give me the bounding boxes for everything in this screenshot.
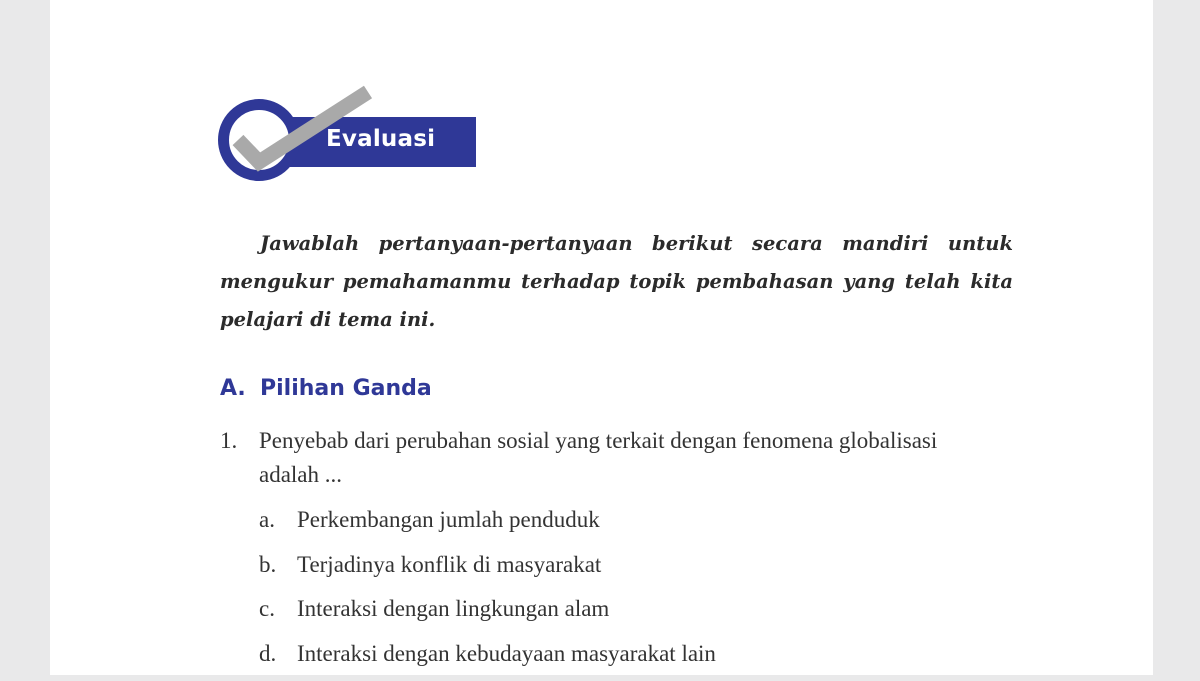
section-title: Pilihan Ganda: [260, 376, 432, 401]
checkmark-icon: [218, 82, 388, 192]
answer-option-c[interactable]: [259, 592, 716, 637]
answer-option-a[interactable]: [259, 503, 716, 548]
option-letter: d.: [259, 637, 297, 671]
answer-option-b[interactable]: [259, 548, 716, 593]
option-text: Interaksi dengan kebudayaan masyarakat lain: [297, 641, 716, 666]
question-number: 1.: [220, 424, 237, 458]
option-text: Perkembangan jumlah penduduk: [297, 507, 600, 532]
answer-options: [259, 503, 716, 681]
answer-option-d[interactable]: [259, 637, 716, 681]
section-heading: [220, 376, 432, 401]
document-page: [50, 0, 1153, 675]
section-letter: A.: [220, 376, 260, 401]
intro-paragraph: Jawablah pertanyaan-pertanyaan berikut secara mandiri untuk mengukur pemahamanmu terhadap topik pembahasan yang telah kita pelajari di tema ini.: [220, 225, 1013, 339]
option-text: Interaksi dengan lingkungan alam: [297, 596, 609, 621]
option-text: Terjadinya konflik di masyarakat: [297, 552, 601, 577]
question-text: Penyebab dari perubahan sosial yang terkait dengan fenomena globalisasi adalah ...: [259, 424, 1000, 492]
evaluation-title: Evaluasi: [326, 126, 435, 152]
question-item: [220, 424, 1000, 492]
evaluation-badge: [218, 82, 538, 192]
option-letter: c.: [259, 592, 297, 626]
option-letter: b.: [259, 548, 297, 582]
option-letter: a.: [259, 503, 297, 537]
